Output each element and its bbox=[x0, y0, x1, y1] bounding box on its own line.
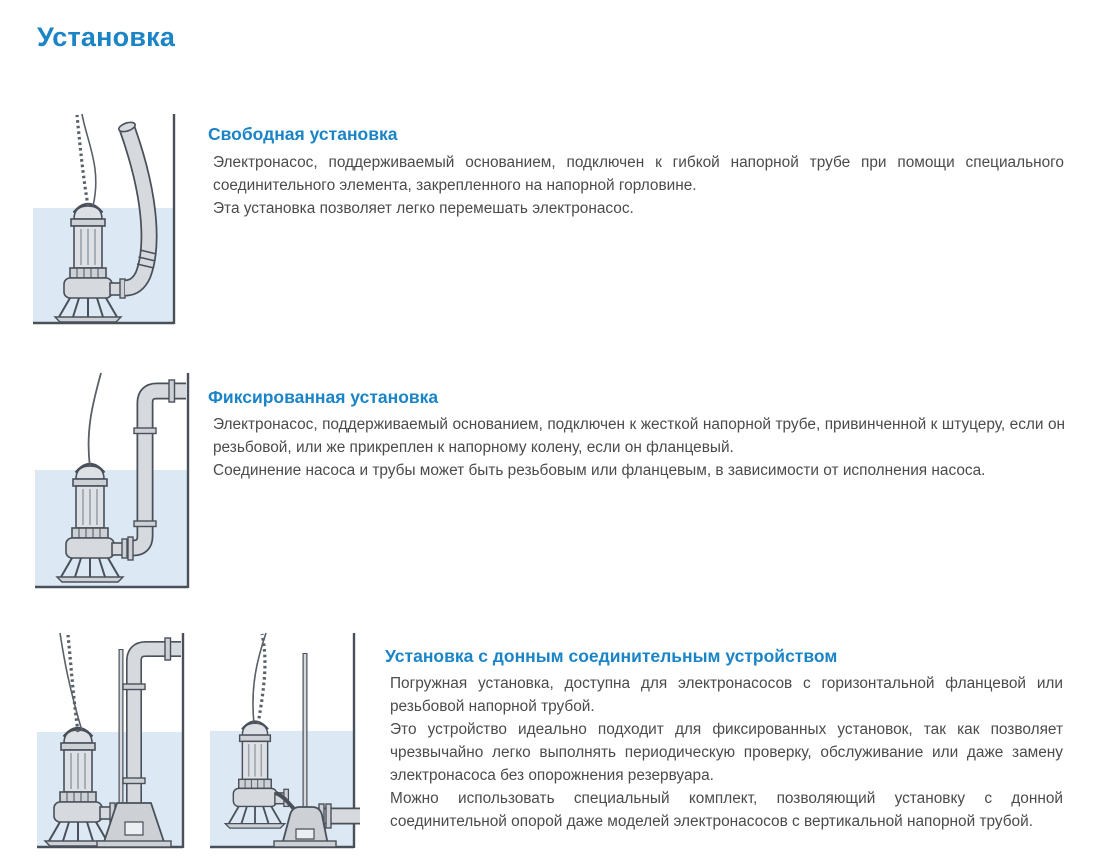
section-heading-fixed-installation: Фиксированная установка bbox=[208, 387, 439, 407]
pipe-flange-icon bbox=[134, 428, 156, 434]
wall-flange-icon bbox=[165, 638, 171, 660]
pipe-flange-icon bbox=[123, 778, 145, 784]
figure-bottom-coupling-lowering bbox=[210, 631, 362, 850]
lifting-chain-icon bbox=[77, 115, 88, 206]
section-body-fixed-installation bbox=[213, 413, 1065, 482]
water-surface bbox=[210, 731, 354, 847]
page-title: Установка bbox=[37, 22, 176, 52]
figure-bottom-coupling-installed bbox=[37, 631, 189, 850]
fixed-installation-pump-illustration-icon bbox=[35, 371, 195, 590]
free-installation-pump-illustration-icon bbox=[33, 112, 178, 326]
wall-flange-icon bbox=[169, 380, 175, 402]
bottom-coupling-lowering-pump-illustration-icon bbox=[210, 631, 362, 850]
figure-free-installation bbox=[33, 112, 178, 326]
outlet-flange-icon bbox=[128, 537, 133, 560]
paragraph: Погружная установка, доступна для электронасосов с горизонтальной фланцевой или резьбовой напорной трубой. bbox=[390, 675, 1063, 715]
pipe-flange-icon bbox=[123, 684, 145, 690]
pipe-flange-icon bbox=[134, 521, 156, 527]
paragraph: Это устройство идеально подходит для фиксированных установок, так как позволяет чрезвычайно легко выполнять периодическую проверку, обслуживание или даже замену электронасоса без опорожнения резервуара. bbox=[390, 721, 1063, 784]
section-heading-bottom-coupling: Установка с донным соединительным устройством bbox=[385, 646, 838, 666]
paragraph: Можно использовать специальный комплект, позволяющий установку с донной соединительной опорой даже моделей электронасосов с вертикальной напорной трубой. bbox=[390, 790, 1063, 830]
bottom-coupling-installed-pump-illustration-icon bbox=[37, 631, 189, 850]
paragraph: Соединение насоса и трубы может быть резьбовым или фланцевым, в зависимости от исполнения насоса. bbox=[213, 462, 986, 479]
section-body-bottom-coupling bbox=[390, 672, 1063, 833]
power-cable-icon bbox=[82, 114, 96, 206]
paragraph: Эта установка позволяет легко перемешать электронасос. bbox=[213, 200, 634, 217]
paragraph: Электронасос, поддерживаемый основанием, подключен к жесткой напорной трубе, привинченной к штуцеру, если он резьбовой, или же прикреплен к напорному колену, если он фланцевый. bbox=[213, 416, 1065, 456]
figure-fixed-installation bbox=[35, 371, 195, 590]
water-surface bbox=[35, 470, 188, 587]
section-heading-free-installation: Свободная установка bbox=[208, 124, 398, 144]
paragraph: Электронасос, поддерживаемый основанием, подключен к гибкой напорной трубе при помощи специального соединительного элемента, закрепленного на напорной горловине. bbox=[213, 154, 1064, 194]
section-body-free-installation bbox=[213, 151, 1064, 220]
power-cable-icon bbox=[89, 373, 101, 467]
pipe-flange-icon bbox=[326, 804, 331, 828]
